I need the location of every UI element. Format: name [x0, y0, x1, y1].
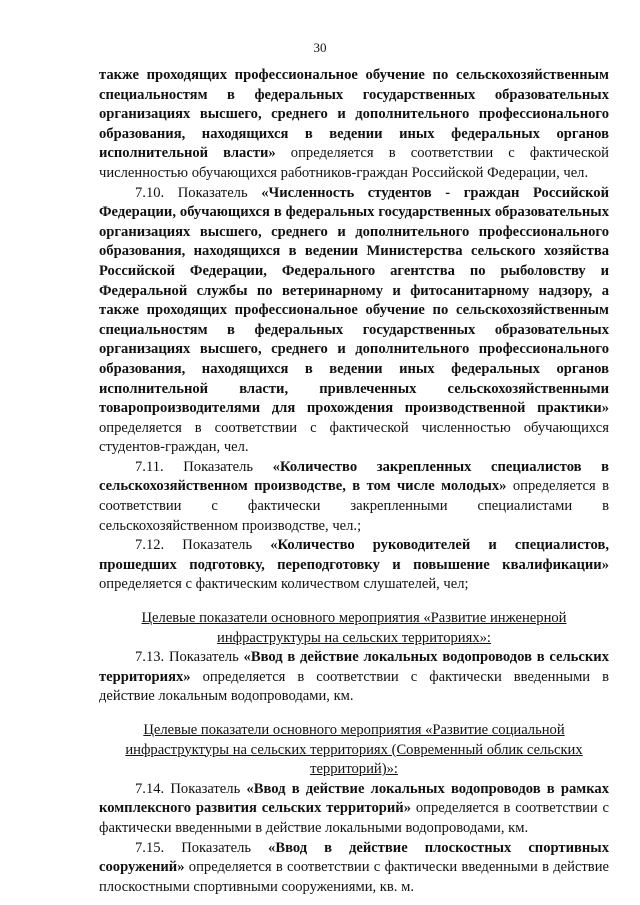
text-segment: определяется в соответствии с фактически введенными в действие плоскостными спортивными сооружениями, кв. м.	[99, 859, 609, 895]
text-segment: 7.10. Показатель	[135, 184, 262, 201]
page-number: 30	[313, 40, 327, 55]
text-segment: определяется в соответствии с фактической численностью обучающихся студентов-граждан, чел.	[99, 419, 609, 456]
heading-line: Целевые показатели основного мероприятия «Развитие социальной	[143, 722, 565, 738]
paragraph	[99, 184, 609, 458]
bold-text-segment: «Ввод в действие локальных водопроводов в рамках комплексного развития сельских территорий»	[99, 780, 609, 817]
text-segment: 7.15. Показатель	[135, 839, 269, 856]
heading-line: инфраструктуры на сельских территориях»:	[217, 629, 491, 646]
text-segment: определяется в соответствии с фактически введенными в действие локальными водопроводами, км.	[99, 800, 609, 836]
document-body	[99, 66, 609, 897]
bold-text-segment: «Ввод в действие плоскостных спортивных сооружений»	[99, 839, 609, 876]
text-segment: определяется в соответствии с фактической численностью обучающихся работников-граждан Российской Федерации, чел.	[99, 145, 609, 181]
heading-line: инфраструктуры на сельских территориях (Современный облик сельских	[125, 741, 583, 758]
paragraph	[99, 780, 609, 839]
section-spacer	[99, 707, 609, 721]
text-segment: определяется в соответствии с фактически закрепленными специалистами в сельскохозяйственном производстве, чел.;	[99, 478, 609, 534]
bold-text-segment: «Количество закрепленных специалистов в сельскохозяйственном производстве, в том числе молодых»	[99, 458, 609, 495]
paragraph	[99, 536, 609, 595]
paragraph	[99, 839, 609, 898]
bold-text-segment: «Количество руководителей и специалистов, прошедших подготовку, переподготовку и повышение квалификации»	[99, 537, 609, 573]
paragraph	[99, 66, 609, 184]
text-segment: определяется с фактическим количеством слушателей, чел;	[99, 576, 469, 593]
bold-text-segment: «Численность студентов - граждан Российской Федерации, обучающихся в федеральных государственных образовательных организациях высшего, среднего и дополнительного профессионального образования, находящихся в ведении Министерства сельского хозяйства Российской Федерации, Федерального агентства по рыболовству и Федеральной службы по ветеринарному и фитосанитарному надзору, а также проходящих профессиональное обучение по сельскохозяйственным специальностям в федеральных государственных образовательных организациях высшего, среднего и дополнительного профессионального образования, находящихся в ведении иных федеральных органов исполнительной власти, привлеченных сельскохозяйственными товаропроизводителями для прохождения производственной практики»	[99, 184, 610, 417]
text-segment: 7.13. Показатель	[135, 649, 244, 666]
text-segment: определяется в соответствии с фактически введенными в действие локальным водопроводами, км.	[99, 668, 609, 705]
paragraph	[99, 648, 609, 707]
bold-text-segment: также проходящих профессиональное обучение по сельскохозяйственным специальностям в федеральных государственных образовательных организациях высшего, среднего и дополнительного профессионального образования, находящихся в ведении иных федеральных органов исполнительной власти»	[99, 67, 609, 162]
section-heading	[99, 609, 609, 648]
heading-line: Целевые показатели основного мероприятия «Развитие инженерной	[141, 610, 567, 627]
text-segment: 7.11. Показатель	[135, 458, 273, 475]
heading-line: территорий)»:	[310, 761, 398, 778]
section-heading	[99, 721, 609, 780]
paragraph	[99, 458, 609, 536]
text-segment: 7.12. Показатель	[135, 537, 271, 554]
bold-text-segment: «Ввод в действие локальных водопроводов в сельских территориях»	[99, 649, 609, 685]
text-segment: 7.14. Показатель	[135, 780, 247, 797]
section-spacer	[99, 595, 609, 609]
